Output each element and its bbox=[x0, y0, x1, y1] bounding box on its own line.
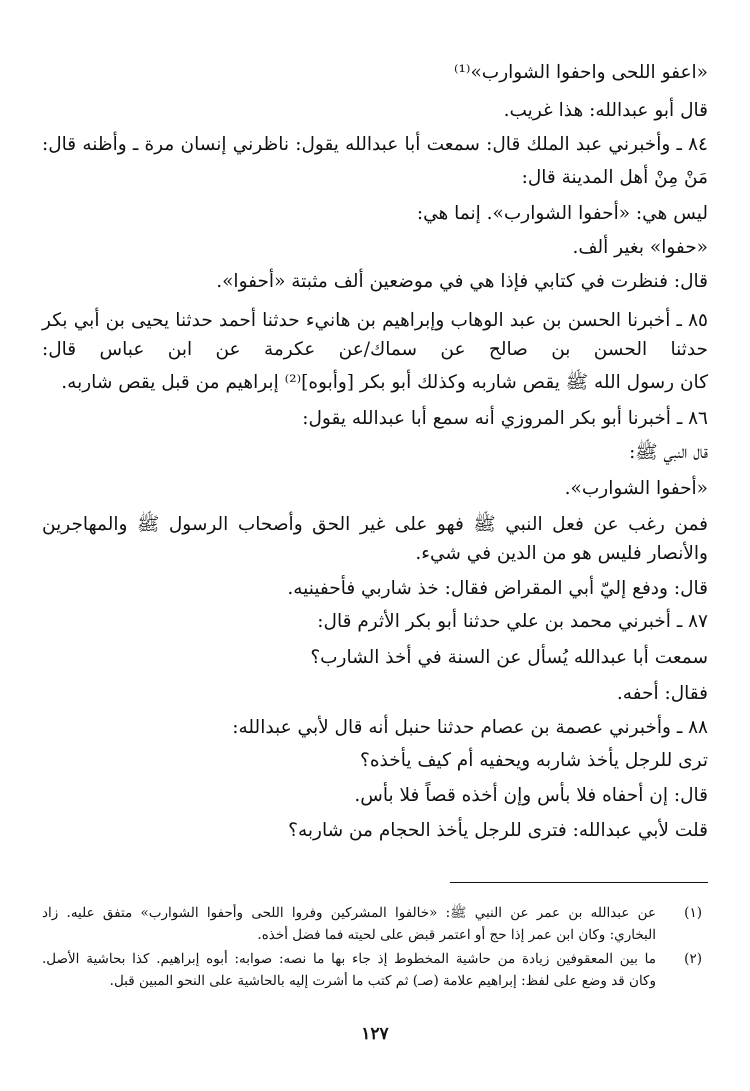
footnote-number: (٢) bbox=[684, 951, 702, 967]
footnote-line: عن عبدالله بن عمر عن النبي ﷺ: «خالفوا المشركين وفروا اللحى وأحفوا الشوارب» متفق عليه. زاد bbox=[42, 905, 656, 921]
body-line: قال: إن أحفاه فلا بأس وإن أخذه قصاً فلا بأس. bbox=[354, 785, 708, 806]
body-line: ٨٤ ـ وأخبرني عبد الملك قال: سمعت أبا عبدالله يقول: ناظرني إنسان مرة ـ وأظنه قال: bbox=[42, 134, 708, 155]
body-line: والأنصار فليس هو من الدين في شيء. bbox=[415, 543, 708, 564]
footnote-line: وكان قد وضع على لفظ: إبراهيم علامة (صـ) ثم كتب ما أشرت إليه بالحاشية على النحو المبين قبل. bbox=[109, 973, 656, 989]
body-line: ليس هي: «أحفوا الشوارب». إنما هي: bbox=[416, 203, 708, 224]
footnote-2 bbox=[42, 948, 702, 992]
body-line: كان رسول الله ﷺ يقص شاربه وكذلك أبو بكر [وأبوه]⁽²⁾ إبراهيم من قبل يقص شاربه. bbox=[61, 372, 708, 393]
body-line: حدثنا الحسن بن صالح عن سماك/عن عكرمة عن ابن عباس قال: bbox=[42, 339, 708, 360]
footnote-separator bbox=[450, 882, 708, 883]
body-line: فمن رغب عن فعل النبي ﷺ فهو على غير الحق وأصحاب الرسول ﷺ والمهاجرين bbox=[42, 514, 708, 535]
body-line: «أحفوا الشوارب». bbox=[564, 478, 708, 499]
body-line: قال: فنظرت في كتابي فإذا هي في موضعين ألف مثبتة «أحفوا». bbox=[216, 271, 708, 292]
body-line: ترى للرجل يأخذ شاربه ويحفيه أم كيف يأخذه؟ bbox=[360, 750, 708, 771]
body-line: سمعت أبا عبدالله يُسأل عن السنة في أخذ الشارب؟ bbox=[310, 647, 708, 668]
body-line: ٨٧ ـ أخبرني محمد بن علي حدثنا أبو بكر الأثرم قال: bbox=[317, 611, 708, 632]
page-number: ١٢٧ bbox=[361, 1024, 389, 1044]
body-line: «اعفو اللحى واحفوا الشوارب»⁽¹⁾ bbox=[453, 62, 708, 83]
body-line: ٨٦ ـ أخبرنا أبو بكر المروزي أنه سمع أبا عبدالله يقول: bbox=[302, 408, 708, 429]
body-line: قلت لأبي عبدالله: فترى للرجل يأخذ الحجام من شاربه؟ bbox=[288, 820, 708, 841]
body-line: قال النبي ﷺ: bbox=[629, 442, 708, 463]
body-line: قال أبو عبدالله: هذا غريب. bbox=[503, 100, 708, 121]
footnote-number: (١) bbox=[684, 905, 702, 921]
body-line: قال: ودفع إليّ أبي المقراض فقال: خذ شاربي فأحفينيه. bbox=[287, 578, 708, 599]
footnote-line: البخاري: وكان ابن عمر إذا حج أو اعتمر قبض على لحيته فما فضل أخذه. bbox=[257, 927, 656, 943]
footnote-line: ما بين المعقوفين زيادة من حاشية المخطوط إذ جاء بها ما نصه: صوابه: أبوه إبراهيم. كذا بحاشية الأصل. bbox=[42, 951, 656, 967]
footnote-1 bbox=[42, 902, 702, 946]
body-line: ٨٨ ـ وأخبرني عصمة بن عصام حدثنا حنبل أنه قال لأبي عبدالله: bbox=[232, 717, 708, 738]
body-line: فقال: أحفه. bbox=[616, 683, 708, 704]
body-line: مَنْ مِنْ أهل المدينة قال: bbox=[521, 167, 708, 188]
body-line: ٨٥ ـ أخبرنا الحسن بن عبد الوهاب وإبراهيم بن هانيء حدثنا أحمد حدثنا يحيى بن أبي بكر bbox=[42, 310, 708, 331]
body-line: «حفوا» بغير ألف. bbox=[572, 237, 708, 258]
